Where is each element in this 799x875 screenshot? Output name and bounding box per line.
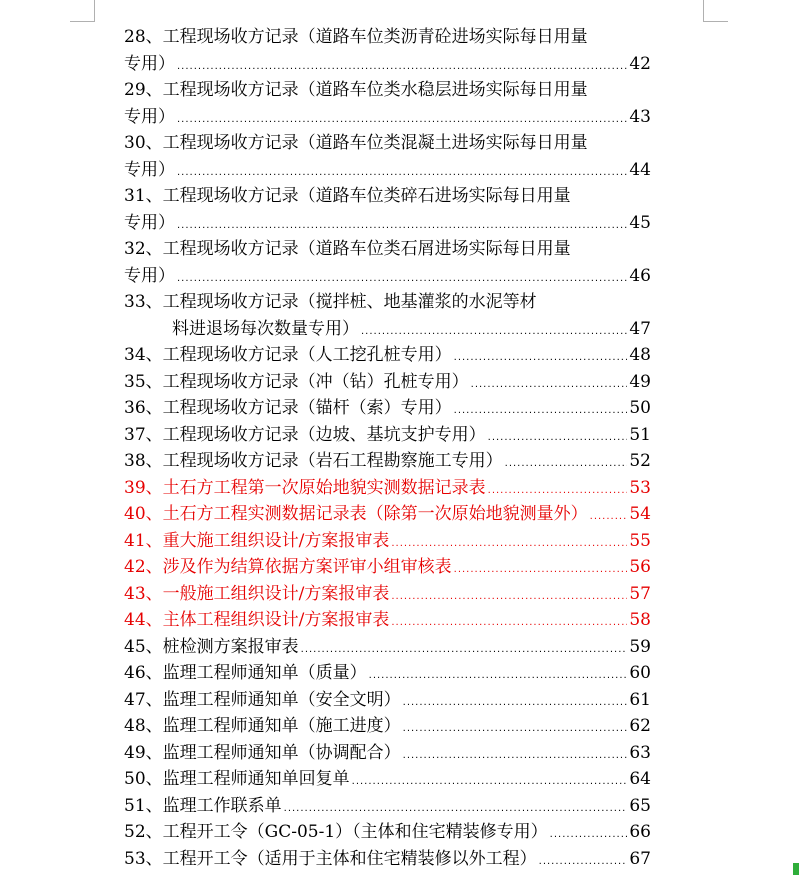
toc-entry-title: 32、工程现场收方记录（道路车位类石屑进场实际每日用量 — [124, 239, 571, 259]
toc-page-number: 61 — [629, 689, 651, 710]
toc-entry[interactable] — [124, 369, 651, 396]
toc-entry-title: 43、一般施工组织设计/方案报审表 — [124, 583, 390, 604]
toc-entry-title: 46、监理工程师通知单（质量） — [124, 663, 367, 683]
toc-page-number: 59 — [629, 636, 651, 657]
toc-page-number: 57 — [629, 583, 651, 604]
corner-indicator — [793, 863, 799, 875]
toc-entry-title-cont: 专用） — [124, 265, 175, 286]
toc-page-number: 54 — [629, 504, 651, 524]
toc-entry[interactable] — [124, 713, 651, 740]
toc-entry-title: 41、重大施工组织设计/方案报审表 — [124, 530, 390, 551]
toc-entry-title: 38、工程现场收方记录（岩石工程勘察施工专用） — [124, 451, 503, 471]
toc-entry[interactable] — [124, 607, 651, 634]
toc-page-number: 55 — [629, 530, 651, 551]
toc-entry[interactable] — [124, 634, 651, 661]
toc-page-number: 43 — [629, 106, 651, 127]
toc-entry-title: 45、桩检测方案报审表 — [124, 636, 299, 657]
toc-entry-title: 34、工程现场收方记录（人工挖孔桩专用） — [124, 345, 452, 365]
toc-entry-title: 52、工程开工令（GC-05-1）（主体和住宅精装修专用） — [124, 822, 548, 842]
toc-page-number: 65 — [629, 795, 651, 816]
toc-entry[interactable] — [124, 183, 651, 236]
toc-entry-title-cont: 专用） — [124, 159, 175, 180]
toc-page-number: 44 — [629, 159, 651, 180]
toc-entry-title: 50、监理工程师通知单回复单 — [124, 769, 350, 789]
toc-page-number: 48 — [629, 345, 651, 365]
toc-entry[interactable] — [124, 528, 651, 555]
toc-page-number: 67 — [629, 848, 651, 869]
toc-entry-title: 31、工程现场收方记录（道路车位类碎石进场实际每日用量 — [124, 186, 571, 206]
toc-entry[interactable] — [124, 740, 651, 767]
toc-entry[interactable] — [124, 130, 651, 183]
toc-entry[interactable] — [124, 236, 651, 289]
toc-entry-title: 28、工程现场收方记录（道路车位类沥青砼进场实际每日用量 — [124, 27, 588, 47]
toc-entry-title: 51、监理工作联系单 — [124, 795, 282, 816]
toc-entry[interactable] — [124, 766, 651, 793]
toc-entry[interactable] — [124, 819, 651, 846]
toc-entry-title: 37、工程现场收方记录（边坡、基坑支护专用） — [124, 424, 486, 445]
toc-entry[interactable] — [124, 687, 651, 714]
crop-mark-top-right-h — [703, 21, 728, 22]
toc-page-number: 45 — [629, 212, 651, 233]
toc-page-number: 66 — [629, 822, 651, 842]
toc-entry-title: 53、工程开工令（适用于主体和住宅精装修以外工程） — [124, 848, 537, 869]
crop-mark-top-right — [703, 0, 704, 21]
toc-entry-title: 29、工程现场收方记录（道路车位类水稳层进场实际每日用量 — [124, 80, 588, 100]
toc-entry[interactable] — [124, 395, 651, 422]
crop-mark-top-left-h — [70, 21, 95, 22]
toc-entry[interactable] — [124, 77, 651, 130]
toc-page-number: 64 — [629, 769, 651, 789]
toc-entry-title-cont: 专用） — [124, 212, 175, 233]
toc-entry[interactable] — [124, 554, 651, 581]
toc-page-number: 47 — [629, 318, 651, 339]
toc-entry-title: 30、工程现场收方记录（道路车位类混凝土进场实际每日用量 — [124, 133, 588, 153]
toc-entry[interactable] — [124, 793, 651, 820]
toc-entry-title: 49、监理工程师通知单（协调配合） — [124, 742, 401, 763]
toc-entry-title: 40、土石方工程实测数据记录表（除第一次原始地貌测量外） — [124, 504, 588, 524]
toc-page-number: 42 — [629, 53, 651, 74]
toc-entry-title: 33、工程现场收方记录（搅拌桩、地基灌浆的水泥等材 — [124, 292, 537, 312]
toc-page-number: 53 — [629, 477, 651, 498]
toc-entry[interactable] — [124, 24, 651, 77]
toc-entry-title: 44、主体工程组织设计/方案报审表 — [124, 610, 390, 630]
toc-entry-title: 39、土石方工程第一次原始地貌实测数据记录表 — [124, 477, 486, 498]
toc-entry-title-cont: 专用） — [124, 106, 175, 127]
dot-leader — [539, 849, 628, 875]
toc-entry-title: 36、工程现场收方记录（锚杆（索）专用） — [124, 398, 452, 418]
toc-entry[interactable] — [124, 581, 651, 608]
crop-mark-top-left — [94, 0, 95, 21]
toc-entry[interactable] — [124, 448, 651, 475]
toc-page-number: 50 — [629, 398, 651, 418]
toc-page-number: 46 — [629, 265, 651, 286]
toc-entry-title: 47、监理工程师通知单（安全文明） — [124, 689, 401, 710]
toc-entry-title: 42、涉及作为结算依据方案评审小组审核表 — [124, 557, 452, 577]
toc-entry[interactable] — [124, 422, 651, 449]
toc-page-number: 58 — [629, 610, 651, 630]
toc-entry[interactable] — [124, 660, 651, 687]
toc-page-number: 52 — [629, 451, 651, 471]
toc-entry-title-cont: 料进退场每次数量专用） — [172, 318, 359, 339]
toc-entry-title-cont: 专用） — [124, 53, 175, 74]
toc-page-number: 60 — [629, 663, 651, 683]
toc-entry[interactable] — [124, 846, 651, 873]
toc-page-number: 63 — [629, 742, 651, 763]
toc-entry[interactable] — [124, 289, 651, 342]
toc-entry[interactable] — [124, 475, 651, 502]
toc-page-number: 49 — [629, 371, 651, 392]
toc-entry-title: 48、监理工程师通知单（施工进度） — [124, 716, 401, 736]
toc-entry[interactable] — [124, 501, 651, 528]
toc-page-number: 62 — [629, 716, 651, 736]
toc-entry-title: 35、工程现场收方记录（冲（钻）孔桩专用） — [124, 371, 469, 392]
toc-entry[interactable] — [124, 342, 651, 369]
toc-page-number: 56 — [629, 557, 651, 577]
toc-page-number: 51 — [629, 424, 651, 445]
